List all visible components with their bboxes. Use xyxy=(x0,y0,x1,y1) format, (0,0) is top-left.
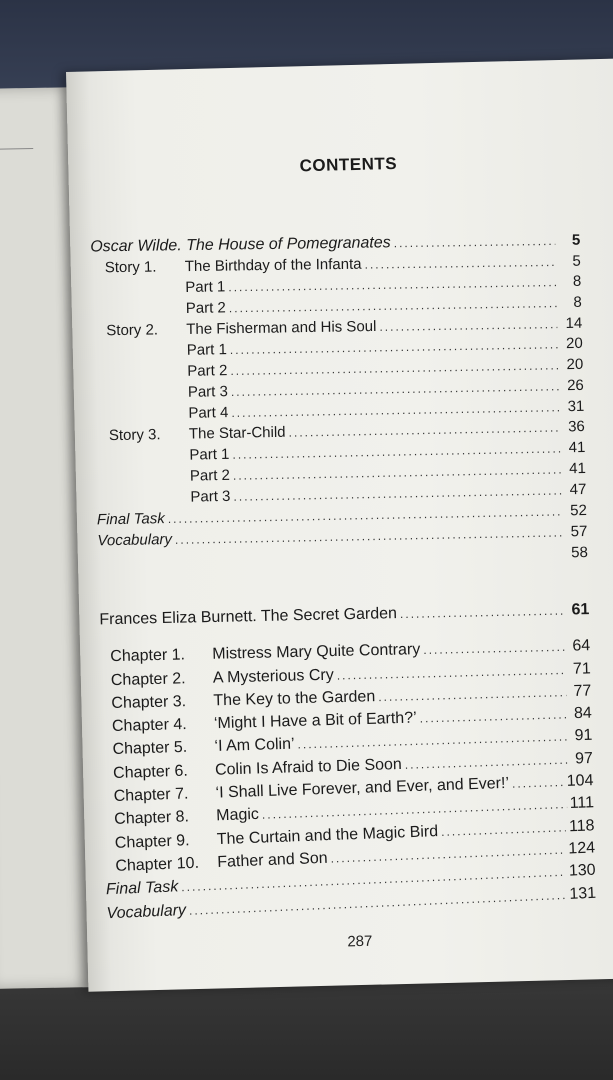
story-title: The Birthday of the Infanta xyxy=(184,255,362,276)
author-title: Oscar Wilde. The House of Pomegranates xyxy=(90,234,391,256)
page-ref: 36 xyxy=(567,417,585,436)
chapter-number: Chapter 3. xyxy=(111,692,187,712)
chapter-number: Chapter 5. xyxy=(112,739,188,759)
extra-title: Vocabulary xyxy=(97,530,173,550)
chapter-title: ‘Might I Have a Bit of Earth?’ xyxy=(213,709,417,733)
page-ref: 41 xyxy=(568,438,586,457)
book-page xyxy=(66,58,613,992)
chapter-number: Chapter 10. xyxy=(115,854,200,875)
page-ref: 20 xyxy=(565,334,583,353)
page-ref: 64 xyxy=(572,637,591,655)
page-ref: 8 xyxy=(572,272,582,290)
chapter-number: Chapter 1. xyxy=(110,646,186,666)
chapter-number: Chapter 9. xyxy=(114,831,190,852)
page-ref: 77 xyxy=(573,682,592,700)
page-ref: 131 xyxy=(569,884,597,903)
section-secret-garden xyxy=(99,596,597,925)
story-title: The Star-Child xyxy=(188,423,286,443)
chapter-number: Chapter 2. xyxy=(110,669,186,689)
contents-heading: CONTENTS xyxy=(299,153,398,176)
table-of-contents xyxy=(88,150,597,926)
page-ref: 47 xyxy=(569,480,587,499)
part-title: Part 3 xyxy=(190,487,231,506)
page-ref: 61 xyxy=(571,601,590,619)
page-ref: 118 xyxy=(568,817,595,835)
story-number: Story 3. xyxy=(108,426,161,445)
chapter-number: Chapter 7. xyxy=(113,785,189,806)
part-title: Part 2 xyxy=(189,466,231,485)
page-ref: 91 xyxy=(574,727,593,745)
page-ref: 8 xyxy=(573,293,582,311)
page-ref: 84 xyxy=(573,704,593,723)
part-title: Part 1 xyxy=(185,278,226,296)
page-ref: 111 xyxy=(569,794,595,813)
chapter-title: Mistress Mary Quite Contrary xyxy=(212,641,421,664)
part-title: Part 2 xyxy=(187,362,228,380)
page-ref: 41 xyxy=(568,459,586,478)
page-ref: 58 xyxy=(571,543,589,562)
chapter-number: Chapter 8. xyxy=(113,808,190,829)
page-number: 287 xyxy=(347,932,373,951)
chapter-number: Chapter 6. xyxy=(112,762,189,782)
chapter-title: Magic xyxy=(215,806,260,825)
extra-title: Final Task xyxy=(96,510,165,529)
chapter-title: ‘I Shall Live Forever, and Ever, and Ever!’ xyxy=(215,774,510,802)
left-page-rule xyxy=(0,148,33,150)
page-ref: 104 xyxy=(566,772,594,791)
page-ref: 57 xyxy=(570,522,588,541)
page-ref: 5 xyxy=(571,231,581,249)
extra-title: Final Task xyxy=(105,878,179,899)
page-ref: 52 xyxy=(570,501,588,520)
page-ref: 14 xyxy=(565,314,583,332)
story-number: Story 2. xyxy=(106,321,159,340)
part-title: Part 4 xyxy=(188,404,229,422)
part-title: Part 1 xyxy=(189,445,230,464)
part-title: Part 2 xyxy=(185,299,226,317)
page-ref: 20 xyxy=(566,355,584,374)
part-title: Part 3 xyxy=(187,383,229,401)
chapter-title: A Mysterious Cry xyxy=(212,666,334,687)
story-title: The Fisherman and His Soul xyxy=(186,317,377,338)
leader-dots xyxy=(400,600,565,626)
part-title: Part 1 xyxy=(186,341,228,359)
chapter-title: The Key to the Garden xyxy=(213,688,376,710)
page-ref: 97 xyxy=(574,749,594,768)
page-ref: 5 xyxy=(572,252,581,270)
story-number: Story 1. xyxy=(104,258,157,277)
chapter-title: Father and Son xyxy=(217,849,328,871)
page-ref: 26 xyxy=(566,376,584,395)
page-ref: 71 xyxy=(572,659,591,678)
chapter-number: Chapter 4. xyxy=(111,716,187,736)
page-ref: 124 xyxy=(568,839,596,858)
page-ref: 31 xyxy=(567,397,585,416)
author-title: Frances Eliza Burnett. The Secret Garden xyxy=(99,605,398,629)
chapter-title: Colin Is Afraid to Die Soon xyxy=(214,755,403,779)
page-ref: 130 xyxy=(568,861,596,880)
extra-title: Vocabulary xyxy=(106,901,187,922)
chapter-title: ‘I Am Colin’ xyxy=(214,736,295,756)
chapter-title: The Curtain and the Magic Bird xyxy=(216,822,439,848)
